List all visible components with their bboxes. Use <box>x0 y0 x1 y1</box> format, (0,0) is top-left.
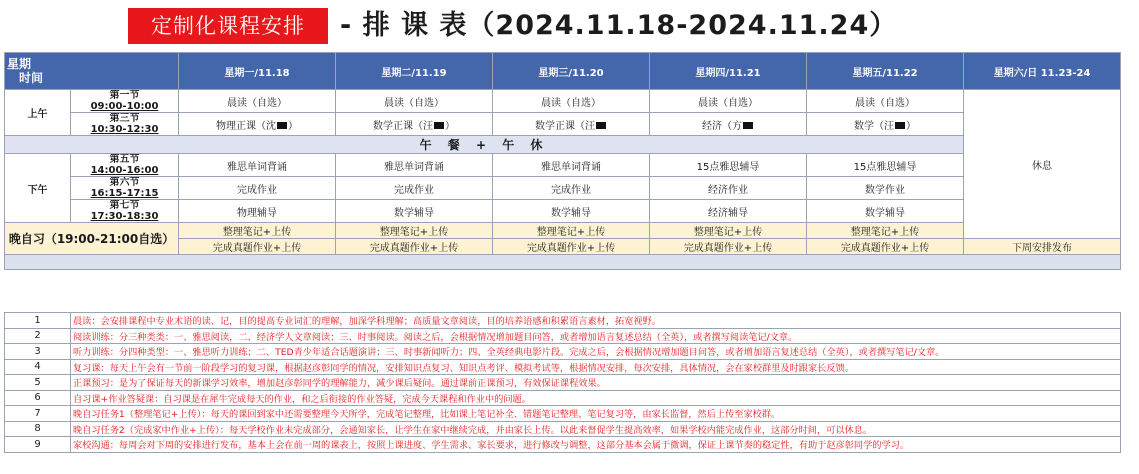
spacer-row <box>5 255 1121 270</box>
note-row <box>5 437 1121 453</box>
note-number: 7 <box>5 406 71 422</box>
note-number: 3 <box>5 344 71 360</box>
note-number: 8 <box>5 421 71 437</box>
weekend-rest-cell: 休息 <box>964 90 1121 239</box>
redacted-mark <box>743 122 753 129</box>
page-title: - 排 课 表（2024.11.18-2024.11.24） <box>340 10 898 41</box>
schedule-cell: 晨读（自选） <box>807 90 964 113</box>
period-name: 第五节 <box>109 154 140 165</box>
lunch-row <box>5 136 1121 154</box>
schedule-cell: 数学正课（汪 <box>493 113 650 136</box>
note-number: 4 <box>5 359 71 375</box>
period-time: 09:00-10:00 <box>90 101 159 112</box>
schedule-cell: 数学辅导 <box>493 200 650 223</box>
schedule-cell: 数学作业 <box>807 177 964 200</box>
note-text: 正课预习：是为了保证每天的新课学习效率，增加赵彦彰同学的理解能力，减少课后疑问。通过课前正课预习，有效保证课程效果。 <box>71 375 1121 391</box>
note-text: 晚自习任务2（完成家中作业+上传）：每天学校作业未完成部分，会通知家长，让学生在家中继续完成，并由家长上传。以此来督促学生提高效率，如果学校内能完成作业，这部分时间，可以休息。 <box>71 421 1121 437</box>
schedule-cell: 物理正课（沈 ） <box>179 113 336 136</box>
period-time: 17:30-18:30 <box>90 211 159 222</box>
schedule-cell: 数学辅导 <box>807 200 964 223</box>
page-header <box>0 0 1139 52</box>
evening-cell: 整理笔记+上传 <box>493 223 650 239</box>
schedule-cell: 完成作业 <box>336 177 493 200</box>
period-time: 10:30-12:30 <box>90 124 159 135</box>
period-time: 16:15-17:15 <box>90 188 159 199</box>
note-row <box>5 344 1121 360</box>
schedule-cell: 数学辅导 <box>336 200 493 223</box>
schedule-table <box>4 52 1121 270</box>
redacted-mark <box>277 122 287 129</box>
schedule-cell: 物理辅导 <box>179 200 336 223</box>
schedule-cell: 晨读（自选） <box>493 90 650 113</box>
custom-schedule-badge: 定制化课程安排 <box>128 8 328 44</box>
schedule-cell: 晨读（自选） <box>336 90 493 113</box>
evening-cell: 完成真题作业+上传 <box>807 239 964 255</box>
schedule-cell: 15点雅思辅导 <box>650 154 807 177</box>
schedule-cell: 经济辅导 <box>650 200 807 223</box>
period-name: 第六节 <box>109 177 140 188</box>
evening-row-1 <box>5 223 1121 239</box>
redacted-mark <box>596 122 606 129</box>
period-time: 14:00-16:00 <box>90 165 159 176</box>
evening-cell: 完成真题作业+上传 <box>179 239 336 255</box>
evening-cell: 整理笔记+上传 <box>807 223 964 239</box>
weekend-evening-cell: 下周安排发布 <box>964 239 1121 255</box>
period-name: 第一节 <box>109 90 140 101</box>
schedule-cell: 经济作业 <box>650 177 807 200</box>
schedule-cell: 15点雅思辅导 <box>807 154 964 177</box>
evening-cell: 完成真题作业+上传 <box>336 239 493 255</box>
day-header-fri: 星期五/11.22 <box>807 53 964 90</box>
schedule-cell: 数学（汪 ） <box>807 113 964 136</box>
note-number: 2 <box>5 328 71 344</box>
note-text: 自习课+作业答疑课：自习课是在犀牛完成每天的作业，和之后衔接的作业答疑，完成今天课程和作业中的问题。 <box>71 390 1121 406</box>
day-header-weekend: 星期六/日 11.23-24 <box>964 53 1121 90</box>
note-text: 晨读：会安排课程中专业术语的读、记，目的提高专业词汇的理解，加深学科理解；高质量文章阅读，目的培养语感和积累语言素材，拓宽视野。 <box>71 313 1121 329</box>
schedule-cell: 经济（方 <box>650 113 807 136</box>
period-name-cell <box>71 90 179 113</box>
period-name-cell <box>71 154 179 177</box>
schedule-cell: 数学正课（汪 ） <box>336 113 493 136</box>
day-header-thu: 星期四/11.21 <box>650 53 807 90</box>
note-row <box>5 328 1121 344</box>
schedule-cell: 雅思单词背诵 <box>336 154 493 177</box>
header-row <box>5 53 1121 90</box>
note-row <box>5 359 1121 375</box>
note-row <box>5 313 1121 329</box>
notes-table <box>4 312 1121 453</box>
morning-label: 上午 <box>5 90 71 136</box>
morning-period-3-row <box>5 113 1121 136</box>
period-name: 第七节 <box>109 200 140 211</box>
morning-period-1-row <box>5 90 1121 113</box>
corner-cell <box>5 53 179 90</box>
period-name-cell <box>71 113 179 136</box>
note-row <box>5 421 1121 437</box>
note-row <box>5 375 1121 391</box>
evening-label: 晚自习（19:00-21:00自选） <box>5 223 179 255</box>
note-text: 晚自习任务1（整理笔记+上传）：每天的课回到家中还需要整理今天所学，完成笔记整理，比如课上笔记补全、错题笔记整理、笔记复习等，由家长监督，然后上传至家校群。 <box>71 406 1121 422</box>
note-number: 6 <box>5 390 71 406</box>
note-text: 复习课：每天上午会有一节前一阶段学习的复习课，根据赵彦彰同学的情况，安排知识点复习、知识点考评、模拟考试等，根据情况安排，每次安排，具体情况，会在家校群里及时跟家长反馈。 <box>71 359 1121 375</box>
evening-cell: 完成真题作业+上传 <box>650 239 807 255</box>
lunch-label: 午 餐 + 午 休 <box>5 136 964 154</box>
note-row <box>5 390 1121 406</box>
note-row <box>5 406 1121 422</box>
schedule-cell: 雅思单词背诵 <box>493 154 650 177</box>
redacted-mark <box>434 122 444 129</box>
afternoon-period-7-row <box>5 200 1121 223</box>
note-text: 听力训练：分四种类型：一、雅思听力训练；二、TED青少年适合话题演讲；三、时事新闻听力；四、全英经典电影片段。完成之后，会根据情况增加题目问答，或者增加语言复述总结（全英），或者撰写笔记/文章。 <box>71 344 1121 360</box>
note-number: 9 <box>5 437 71 453</box>
schedule-cell: 完成作业 <box>493 177 650 200</box>
note-number: 1 <box>5 313 71 329</box>
afternoon-period-6-row <box>5 177 1121 200</box>
day-header-tue: 星期二/11.19 <box>336 53 493 90</box>
note-text: 阅读训练：分三种类类：一、雅思阅读，二、经济学人文章阅读；三、时事阅读。阅读之后，会根据情况增加题目问答，或者增加语言复述总结（全英），或者撰写阅读笔记/文章。 <box>71 328 1121 344</box>
afternoon-label: 下午 <box>5 154 71 223</box>
corner-day-label: 星期 <box>7 57 32 71</box>
schedule-cell: 晨读（自选） <box>179 90 336 113</box>
period-name-cell <box>71 200 179 223</box>
spacer-cell <box>5 255 1121 270</box>
evening-cell: 完成真题作业+上传 <box>493 239 650 255</box>
afternoon-period-5-row <box>5 154 1121 177</box>
schedule-cell: 完成作业 <box>179 177 336 200</box>
corner-time-label: 时间 <box>19 71 44 85</box>
redacted-mark <box>895 122 905 129</box>
schedule-cell: 雅思单词背诵 <box>179 154 336 177</box>
schedule-cell: 晨读（自选） <box>650 90 807 113</box>
day-header-wed: 星期三/11.20 <box>493 53 650 90</box>
evening-cell: 整理笔记+上传 <box>336 223 493 239</box>
period-name: 第三节 <box>109 113 140 124</box>
note-number: 5 <box>5 375 71 391</box>
day-header-mon: 星期一/11.18 <box>179 53 336 90</box>
evening-cell: 整理笔记+上传 <box>650 223 807 239</box>
evening-cell: 整理笔记+上传 <box>179 223 336 239</box>
note-text: 家校沟通：每周会对下周的安排进行发布，基本上会在前一周的课表上，按照上课进度、学生需求、家长要求，进行修改与调整，这部分基本会属于微调，保证上课节奏的稳定性，有助于赵彦彰同学的学习。 <box>71 437 1121 453</box>
period-name-cell <box>71 177 179 200</box>
